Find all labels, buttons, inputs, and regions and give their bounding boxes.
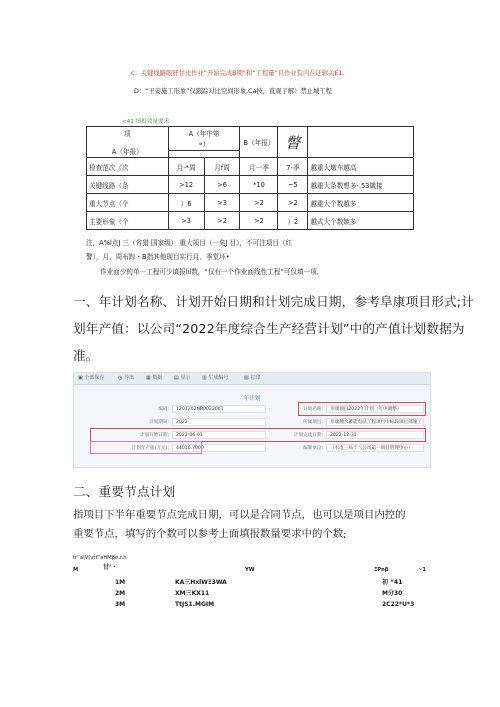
period-field[interactable]: 2022: [172, 418, 266, 426]
bottom-row-num: 3M: [115, 601, 126, 608]
table-caption: <41 填报效量要求: [122, 119, 170, 125]
table-row: [87, 158, 414, 176]
annual-output-label: 计划年产值(万元):: [131, 446, 169, 451]
cell: *10: [240, 176, 278, 194]
row-label: 重大节点（个: [87, 194, 169, 212]
bottom-row-num: 2M: [115, 590, 126, 597]
header-spacer: [168, 150, 240, 157]
table-header-row: [87, 127, 414, 151]
requirement-table: [86, 126, 414, 230]
cell: >12: [168, 176, 204, 194]
note-line-c: c：关键线路眼舒甘比作业“开始完成B期”和“工程量”且作业有内在迂辑关E1.: [131, 70, 345, 77]
row-note: 越重大墩车越高: [308, 158, 414, 176]
header-b: B（年报）: [240, 127, 278, 158]
cell: >3: [204, 194, 240, 212]
section2-body-line: 指项目下半年重要节点完成日期，可以是合同节点，也可以是项目内控的: [73, 509, 406, 521]
table-row: [87, 194, 414, 212]
header-stamp: 瞥: [278, 127, 308, 158]
highlight-dates: [90, 428, 426, 442]
bottom-row-date: M分30: [382, 590, 403, 597]
cell: >6: [204, 176, 240, 194]
cell: ）2: [278, 212, 308, 230]
section1-heading-line: 划年产值：以公司“2022年度综合生产经营计划”中的产值计划数据为: [73, 321, 465, 336]
row-note: 越式大个数嫉多: [308, 212, 414, 230]
screenshot-toolbar: [74, 373, 430, 385]
toolbar-print-button[interactable]: ▧ 打印: [244, 375, 261, 381]
section1-heading: [73, 291, 474, 367]
bottom-row-num: 1M: [115, 579, 126, 586]
toolbar-save-button[interactable]: ▣ 全部保存: [78, 375, 105, 381]
header-note: [308, 127, 414, 158]
bottom-row-date: 初 “41: [382, 579, 403, 586]
bottom-head-4: ~1: [418, 567, 426, 573]
end-date-field[interactable]: 2022-12-31: [326, 431, 424, 439]
toolbar-data-button[interactable]: ▦ 数据: [146, 375, 163, 381]
org-label: 编制单位:: [303, 446, 323, 451]
cell: >2: [240, 212, 278, 230]
cell: 月f周: [204, 158, 240, 176]
header-a-mid: A（年中第 «）: [168, 127, 240, 151]
note-line-1: 注，A%l点J 三（省猎 国家级） 重大项目（一矣J 目），不可注项目（红: [86, 239, 293, 247]
cell: >2: [240, 194, 278, 212]
toolbar-export-button[interactable]: ◷ 导出: [118, 375, 134, 381]
cell: >3: [168, 212, 204, 230]
note-line-3: 作业面少的单一工程可少填报lil数，“仅有一个作业面线性工程”可仅填一项.: [100, 268, 319, 276]
header-item: 项 A（年报）: [87, 127, 169, 158]
cell: >2: [278, 194, 308, 212]
bottom-table-caption: tr“a\V[vtt“aHMβe.r.h: [73, 555, 127, 561]
table-row: [87, 212, 414, 230]
start-date-field[interactable]: 2022-06-01: [172, 431, 266, 439]
cell: >2: [204, 212, 240, 230]
row-label: 检查范次（次: [87, 158, 169, 176]
bottom-head-2: YW: [245, 567, 255, 573]
plan-name-field[interactable]: 阜康项目2022年计划（年中调整）: [326, 405, 424, 413]
section1-heading-line: 准。: [73, 348, 99, 363]
row-note: 越重大条数想多-.53箴接: [308, 176, 414, 194]
note-line-2: 警），月、周布踪・B指其他现目实行月、季堂坏•: [86, 253, 230, 261]
note-line-d: D：“王妾施工形象”仅跟踪对比空间形象.Ca按，直观了解）禁止城工程: [134, 88, 332, 95]
row-label: 主要形象（个: [87, 212, 169, 230]
bottom-head-0: M: [73, 567, 79, 573]
bottom-row-name: TtJS1.MGIM: [175, 601, 215, 608]
project-label: 所属项目:: [303, 420, 323, 425]
section2-heading: 二、重要节点计划: [73, 484, 176, 499]
start-date-label: 计划开始日期:: [139, 433, 169, 438]
cell: 7-季: [278, 158, 308, 176]
cell: ）6: [168, 194, 204, 212]
toolbar-number-button[interactable]: ▥ 生成编号: [202, 375, 229, 381]
bottom-head-3: ΞPnβ: [374, 567, 389, 573]
section1-heading-line: 一、年计划名称、计划开始日期和计划完成日期，参考阜康项目形式;计: [73, 294, 475, 309]
bottom-row-name: KA三HxlWΞ3WA: [175, 579, 227, 586]
plan-form-screenshot: [73, 372, 431, 468]
section2-body-line: 重要节点，填写的个数可以参考上面填报数量要求中的个数;: [73, 528, 347, 540]
highlight-plan-name: [298, 402, 426, 416]
highlight-annual-output: [90, 441, 202, 454]
cell: 月一季: [240, 158, 278, 176]
bottom-row-date: 2C22*U*3: [382, 601, 415, 608]
period-label: 计划期间:: [149, 420, 169, 425]
annual-output-field[interactable]: 44016.7000: [172, 444, 266, 452]
table-row: [87, 176, 414, 194]
code-label: 编码:: [158, 407, 169, 412]
end-date-label: 计划完成日期:: [293, 433, 323, 438]
screenshot-title: 年计划: [243, 396, 261, 402]
cell: ~5: [278, 176, 308, 194]
plan-name-label: 计划名称:: [303, 407, 323, 412]
code-field[interactable]: 1201202NB0022001: [172, 405, 266, 413]
toolbar-display-button[interactable]: ▤ 显示: [174, 375, 191, 381]
section2-body: [73, 506, 406, 544]
row-label: 关键线路（条: [87, 176, 169, 194]
org-field[interactable]: （水电三局十八公司第一项目管理中心）: [326, 444, 424, 452]
cell: 月-*周: [168, 158, 204, 176]
row-note: 越重大个数越多: [308, 194, 414, 212]
bottom-head-1: 甘’・: [103, 564, 118, 571]
bottom-row-name: XM三KX11: [175, 590, 210, 597]
project-field[interactable]: 阜康抽水蓄能电站工程项目中标段项目部施工: [326, 418, 424, 426]
